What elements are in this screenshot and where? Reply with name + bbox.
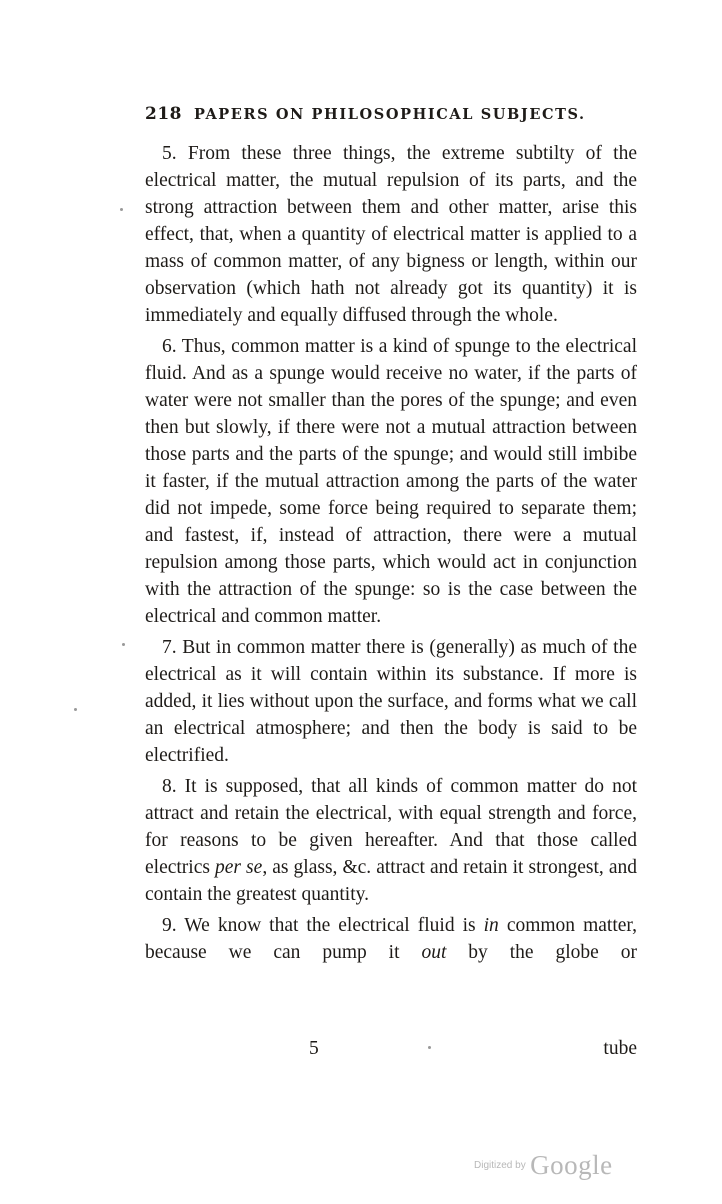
paragraph bbox=[145, 634, 637, 769]
italic-text: out bbox=[421, 942, 447, 963]
paragraph-text: 7. But in common matter there is (generally) as much of the electrical as it will contain within its substance. If more is added, it lies without upon the surface, and forms what we call an electrical atmosphere; and then the body is said to be electrified. bbox=[145, 637, 637, 766]
google-watermark bbox=[474, 1150, 613, 1181]
paragraph bbox=[145, 773, 637, 908]
italic-text: in bbox=[483, 915, 499, 936]
margin-speck bbox=[120, 208, 123, 211]
paragraph bbox=[145, 912, 637, 966]
italic-text: per se bbox=[215, 857, 263, 878]
paragraph bbox=[145, 333, 637, 630]
running-title: PAPERS ON PHILOSOPHICAL SUBJECTS. bbox=[194, 106, 586, 123]
margin-speck bbox=[74, 708, 77, 711]
paragraph-text: common matter, because we can pump it bbox=[145, 915, 637, 963]
running-header bbox=[145, 104, 585, 124]
signature-mark: 5 bbox=[309, 1038, 319, 1059]
body-text bbox=[145, 140, 637, 970]
watermark-prefix: Digitized by bbox=[474, 1160, 526, 1171]
paragraph-text: , as glass, &c. attract and retain it strongest, and contain the greatest quantity. bbox=[145, 857, 637, 905]
google-logo: Google bbox=[530, 1150, 613, 1180]
margin-speck bbox=[122, 643, 125, 646]
paragraph-text: by the globe or bbox=[446, 942, 638, 963]
margin-speck bbox=[428, 1046, 431, 1049]
catchword: tube bbox=[603, 1038, 637, 1059]
paragraph-text: 5. From these three things, the extreme subtilty of the electrical matter, the mutual repulsion of its parts, and the strong attraction between them and other matter, arise this effect, that, when a quantity of electrical matter is applied to a mass of common matter, of any bigness or length, within our observation (which hath not already got its quantity) it is immediately and equally diffused through the whole. bbox=[145, 143, 637, 326]
paragraph-text: 8. It is supposed, that all kinds of common matter do not attract and retain the electrical, with equal strength and force, for reasons to be given hereafter. And that those called electrics bbox=[145, 776, 637, 878]
paragraph-text: 6. Thus, common matter is a kind of spunge to the electrical fluid. And as a spunge would receive no water, if the parts of water were not smaller than the pores of the spunge; and even then but slowly, if there were not a mutual attraction between those parts and the parts of the spunge; and would still imbibe it faster, if the mutual attraction among the parts of the water did not impede, some force being required to separate them; and fastest, if, instead of attraction, there were a mutual repulsion among those parts, which would act in conjunction with the attraction of the spunge: so is the case between the electrical and common matter. bbox=[145, 336, 637, 627]
page-footer bbox=[145, 1038, 637, 1068]
paragraph-text: 9. We know that the electrical fluid is bbox=[162, 915, 484, 936]
page-number: 218 bbox=[145, 104, 182, 124]
paragraph bbox=[145, 140, 637, 329]
